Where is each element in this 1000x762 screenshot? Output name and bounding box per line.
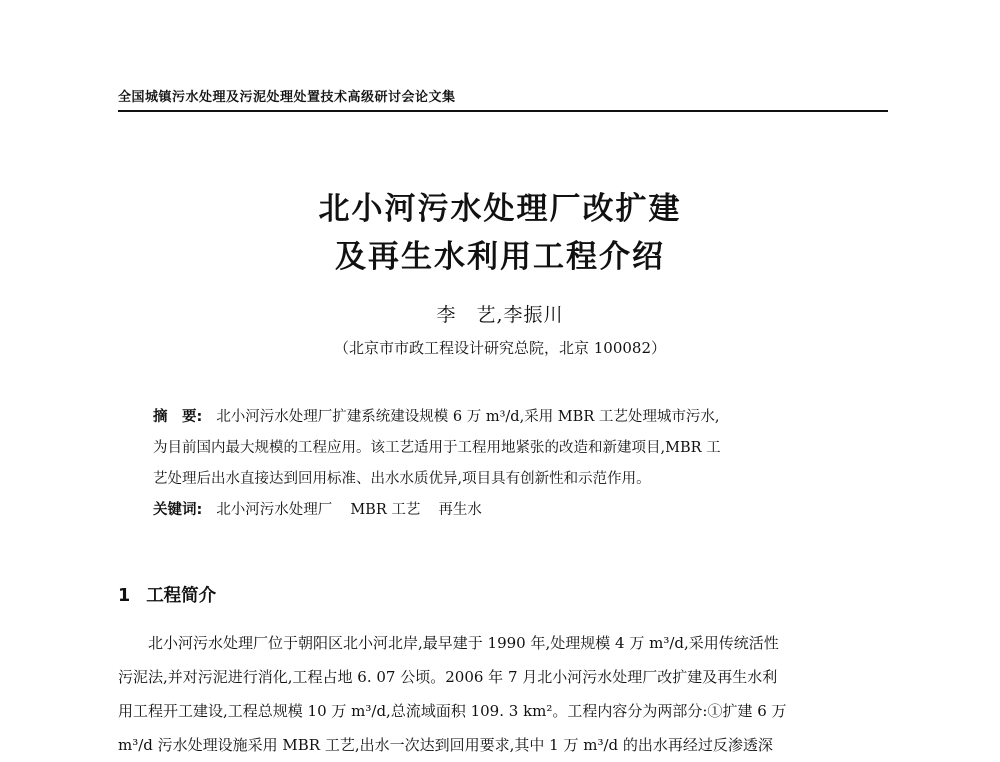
- affiliation: （北京市市政工程设计研究总院，北京 100082）: [333, 339, 667, 357]
- section-heading: [118, 582, 216, 607]
- abstract-block: [153, 402, 865, 526]
- abstract-text: 北小河污水处理厂扩建系统建设规模 6 万 m³/d,采用 MBR 工艺处理城市污水,: [216, 409, 720, 425]
- header-rule: [118, 110, 888, 112]
- abstract-label: 摘 要:: [153, 409, 203, 425]
- body-line: 用工程开工建设,工程总规模 10 万 m³/d,总流域面积 109. 3 km²。工程内容分为两部分:①扩建 6 万: [118, 702, 787, 720]
- authors: 李 艺,李振川: [436, 304, 564, 326]
- body-line: m³/d 污水处理设施采用 MBR 工艺,出水一次达到回用要求,其中 1 万 m³/d 的出水再经过反渗透深: [118, 736, 773, 754]
- paper-title-line-2: 及再生水利用工程介绍: [335, 239, 665, 275]
- section-title: 工程简介: [146, 586, 217, 606]
- keyword: 北小河污水处理厂: [216, 502, 333, 518]
- abstract-line: 艺处理后出水直接达到回用标准、出水水质优异,项目具有创新性和示范作用。: [153, 471, 651, 487]
- abstract-line: 为目前国内最大规模的工程应用。该工艺适用于工程用地紧张的改造和新建项目,MBR 工: [153, 440, 721, 456]
- keyword: 再生水: [438, 502, 482, 518]
- keywords-line: [153, 495, 865, 526]
- section-number: 1: [118, 586, 131, 606]
- keyword: MBR 工艺: [350, 502, 421, 518]
- paper-title-line-1: 北小河污水处理厂改扩建: [318, 191, 682, 227]
- abstract-line: [153, 402, 865, 433]
- keywords-label: 关键词:: [153, 502, 203, 518]
- body-line: 污泥法,并对污泥进行消化,工程占地 6. 07 公顷。2006 年 7 月北小河污水处理厂改扩建及再生水利: [118, 668, 778, 686]
- section-body: [118, 626, 888, 762]
- body-line: 北小河污水处理厂位于朝阳区北小河北岸,最早建于 1990 年,处理规模 4 万 m³/d,采用传统活性: [148, 634, 779, 652]
- running-header: 全国城镇污水处理及污泥处理处置技术高级研讨会论文集: [118, 90, 456, 105]
